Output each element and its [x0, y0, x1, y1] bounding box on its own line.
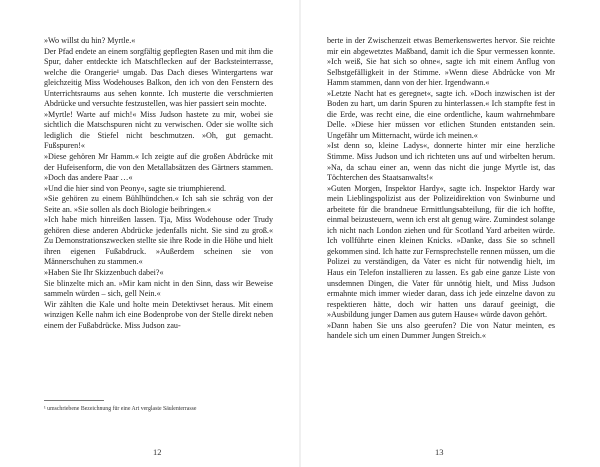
footnote: ¹ umschriebene Bezeichnung für eine Art verglaste Säulenterrasse — [44, 406, 197, 412]
paragraph: »Myrtle! Warte auf mich!« Miss Judson hastete zu mir, wobei sie sichtlich die Matschspuren nicht zu verwischen. Oder sie wollte sich lediglich die Stiefel nicht beschmutzen. »Oh, gut gemacht. Fußspuren!« — [44, 109, 273, 151]
paragraph: berte in der Zwischenzeit etwas Bemerkenswertes hervor. Sie reichte mir ein abgewetztes Maßband, damit ich die Spur vermessen konnte. »Ich weiß, Sie hat sich so ohne«, sagte ich mit einem Anflug von Selbstgefälligkeit in der Stimme. »Wenn diese Abdrücke von Mr Hamm stammen, dann von der hier. Irgendwann.« — [327, 36, 555, 88]
right-page-text — [327, 36, 555, 342]
paragraph: »Haben Sie Ihr Skizzenbuch dabei?« — [44, 268, 164, 278]
left-page-text — [44, 36, 273, 331]
paragraph: »Diese gehören Mr Hamm.« Ich zeigte auf die großen Abdrücke mit der Hufeisenform, die von den Metallabsätzen des Gärtners stammen. »Doch das andere Paar …« — [44, 152, 273, 183]
right-page — [300, 0, 600, 467]
paragraph: »Wo willst du hin? Myrtle.« — [44, 36, 136, 45]
page-number-left: 12 — [153, 447, 162, 457]
paragraph: »Ist denn so, kleine Ladys«, donnerte hinter mir eine herzliche Stimme. Miss Judson und ich richteten uns auf und wirbelten herum. »Na, da schau einer an, wenn das nicht die junge Myrtle ist, das Töchterchen des Staatsanwalts!« — [327, 141, 555, 183]
paragraph: »Ich habe mich hinreißen lassen. Tja, Miss Wodehouse oder Trudy gehören diese anderen Abdrücke jedenfalls nicht. Sie sind zu groß.« Zu Demonstrationszwecken stellte sie ihre Rode in die Höhe und hielt ihren eigenen Fußabdruck. »Außerdem scheinen sie von Männerschuhen zu stammen.« — [44, 215, 273, 267]
paragraph: »Letzte Nacht hat es geregnet«, sagte ich. »Doch inzwischen ist der Boden zu hart, um darin Spuren zu hinterlassen.« Ich stampfte fest in die Erde, was recht eine, die eine ordentliche, kaum wahrnehmbare Delle. »Diese hier müssen vor etlichen Stunden entstanden sein. Ungefähr um Mitternacht, würde ich meinen.« — [327, 88, 555, 140]
paragraph: Wir zählten die Kale und holte mein Detektivset heraus. Mit einem winzigen Kelle nahm ich eine Bodenprobe von der Stelle direkt neben einem der Fußabdrücke. Miss Judson zau- — [44, 299, 273, 330]
paragraph: »Sie gehören zu einem Bühlhündchen.« Ich sah sie schräg von der Seite an. »Sie sollen als doch Biologie beibringen.« — [44, 194, 273, 214]
paragraph: »Dann haben Sie uns also geerufen? Die von Natur meinten, es handele sich um einen Dummer Jungen Streich.« — [327, 320, 555, 341]
paragraph: »Guten Morgen, Inspektor Hardy«, sagte ich. Inspektor Hardy war mein Lieblingspolizist aus der Polizeidirektion von Swinburne und arbeitete für die brandneue Ermittlungsabteilung, für die ich hoffte, einmal beizusteuern, wenn ich erst alt genug wäre. Zumindest solange ich nicht nach London ziehen und für Scotland Yard arbeiten würde. Ich vollführte einen kleinen Knicks. »Danke, dass Sie so schnell gekommen sind. Ich hatte zur Fernsprechstelle rennen müssen, um die Polizei zu verständigen, da Vater es nicht für notwendig hielt, im Haus ein Telefon installieren zu lassen. Es gab eine ganze Liste von unsdemnen Dingen, die Vater für unnötig hielt, und Miss Judson ermahnte mich immer wieder daran, dass ich jede einzelne davon zu respektieren hätte, doch wir hatten uns darauf geeinigt, die »Ausbildung junger Damen aus gutem Hause« würde davon gehört. — [327, 183, 555, 320]
paragraph: Sie blinzelte mich an. »Mir kam nicht in den Sinn, dass wir Beweise sammeln würden – sich, gell Nein.« — [44, 278, 273, 299]
paragraph: Der Pfad endete an einem sorgfältig gepflegten Rasen und mit ihm die Spur, daher entdeckte ich Matschflecken auf der Backsteinterrasse, welche die Orangerie¹ umgab. Das Dach dieses Wintergartens war gleichzeitig Miss Wodehouses Balkon, den ich von den Fenstern des Unterrichtsraums aus sehen konnte. Ich musterte die verschmierten Abdrücke und versuchte festzustellen, was hier passiert sein mochte. — [44, 46, 273, 109]
footnote-divider — [44, 400, 104, 401]
page-number-right: 13 — [435, 447, 444, 457]
paragraph: »Und die hier sind von Peony«, sagte sie triumphierend. — [44, 183, 227, 193]
